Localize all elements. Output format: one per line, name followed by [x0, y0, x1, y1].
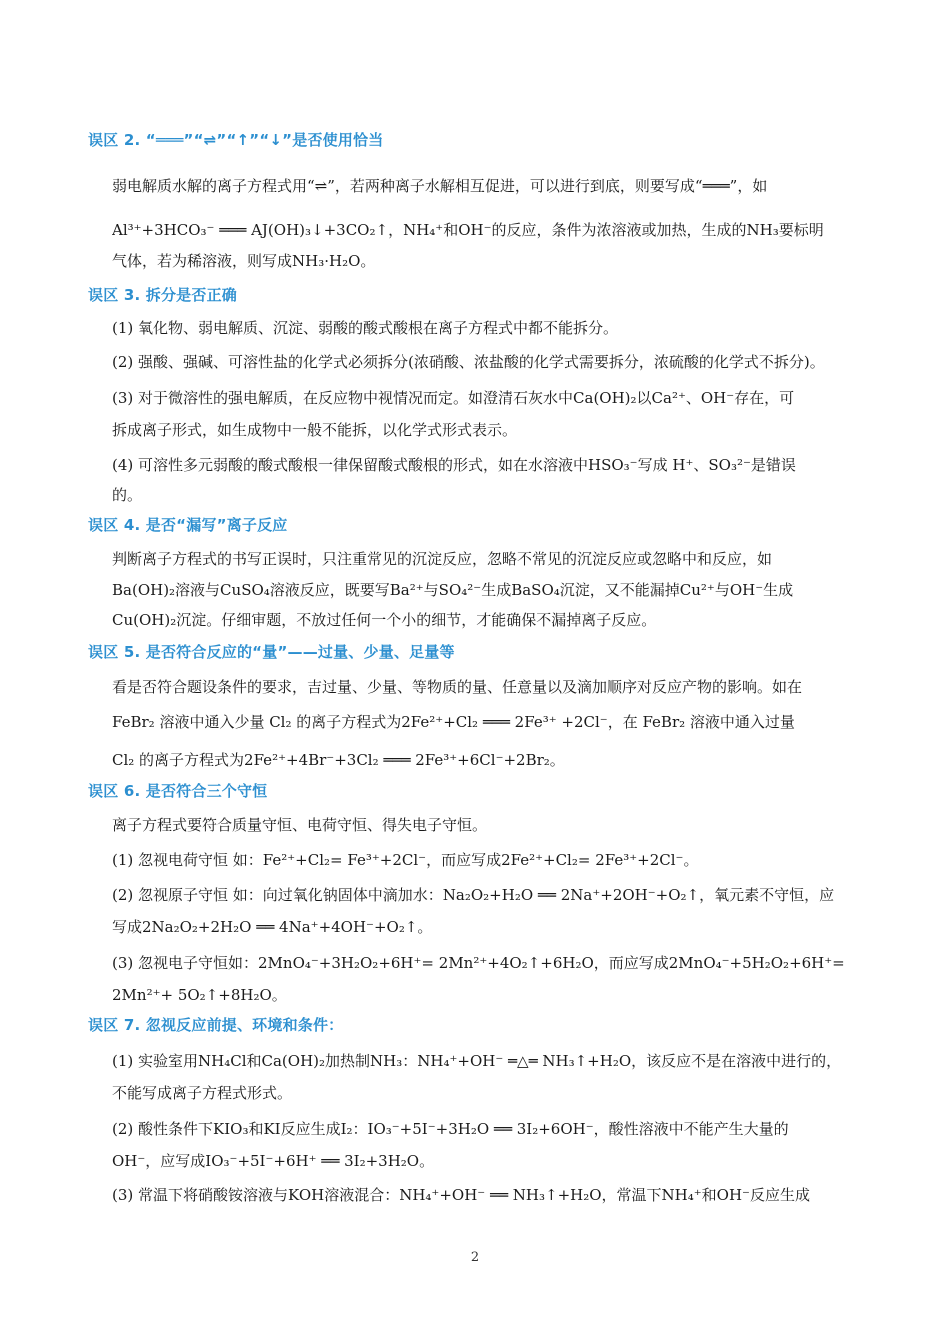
paragraph: (4) 可溶性多元弱酸的酸式酸根一律保留酸式酸根的形式，如在水溶液中HSO₃⁻写成 H⁺、SO₃²⁻是错误 — [112, 456, 796, 474]
paragraph: 不能写成离子方程式形式。 — [112, 1084, 293, 1102]
paragraph: Ba(OH)₂溶液与CuSO₄溶液反应，既要写Ba²⁺与SO₄²⁻生成BaSO₄沉淀，又不能漏掉Cu²⁺与OH⁻生成 — [112, 581, 794, 599]
paragraph: 弱电解质水解的离子方程式用“⇌”，若两种离子水解相互促进，可以进行到底，则要写成“═══”，如 — [112, 177, 768, 195]
section-heading-5: 误区 5. 是否符合反应的“量”——过量、少量、足量等 — [88, 643, 455, 661]
paragraph: (1) 忽视电荷守恒 如：Fe²⁺+Cl₂= Fe³⁺+2Cl⁻，而应写成2Fe²⁺+Cl₂= 2Fe³⁺+2Cl⁻。 — [112, 851, 699, 869]
paragraph: (3) 常温下将硝酸铵溶液与KOH溶液混合：NH₄⁺+OH⁻ ══ NH₃↑+H₂O，常温下NH₄⁺和OH⁻反应生成 — [112, 1186, 810, 1204]
paragraph: Al³⁺+3HCO₃⁻ ═══ AJ(OH)₃↓+3CO₂↑，NH₄⁺和OH⁻的反应，条件为浓溶液或加热，生成的NH₃要标明 — [112, 221, 824, 239]
paragraph: (2) 强酸、强碱、可溶性盐的化学式必须拆分(浓硝酸、浓盐酸的化学式需要拆分，浓硫酸的化学式不拆分)。 — [112, 353, 825, 371]
paragraph: 离子方程式要符合质量守恒、电荷守恒、得失电子守恒。 — [112, 816, 488, 834]
section-heading-6: 误区 6. 是否符合三个守恒 — [88, 782, 268, 800]
section-heading-4: 误区 4. 是否“漏写”离子反应 — [88, 516, 288, 534]
section-heading-7: 误区 7. 忽视反应前提、环境和条件： — [88, 1016, 344, 1034]
paragraph: 写成2Na₂O₂+2H₂O ══ 4Na⁺+4OH⁻+O₂↑。 — [112, 918, 433, 936]
paragraph: (2) 酸性条件下KIO₃和KI反应生成I₂：IO₃⁻+5I⁻+3H₂O ══ 3I₂+6OH⁻，酸性溶液中不能产生大量的 — [112, 1120, 789, 1138]
paragraph: Cu(OH)₂沉淀。仔细审题，不放过任何一个小的细节，才能确保不漏掉离子反应。 — [112, 611, 657, 629]
section-heading-3: 误区 3. 拆分是否正确 — [88, 286, 237, 304]
paragraph: FeBr₂ 溶液中通入少量 Cl₂ 的离子方程式为2Fe²⁺+Cl₂ ═══ 2Fe³⁺ +2Cl⁻，在 FeBr₂ 溶液中通入过量 — [112, 713, 795, 731]
paragraph: 的。 — [112, 486, 143, 504]
paragraph: (1) 氧化物、弱电解质、沉淀、弱酸的酸式酸根在离子方程式中都不能拆分。 — [112, 319, 619, 337]
paragraph: 气体，若为稀溶液，则写成NH₃·H₂O。 — [112, 252, 376, 270]
paragraph: 看是否符合题设条件的要求，吉过量、少量、等物质的量、任意量以及滴加顺序对反应产物的影响。如在 — [112, 678, 803, 696]
paragraph: (3) 对于微溶性的强电解质，在反应物中视情况而定。如澄清石灰水中Ca(OH)₂以Ca²⁺、OH⁻存在，可 — [112, 389, 795, 407]
paragraph: 2Mn²⁺+ 5O₂↑+8H₂O。 — [112, 986, 287, 1004]
paragraph: 拆成离子形式，如生成物中一般不能拆，以化学式形式表示。 — [112, 421, 518, 439]
paragraph: OH⁻，应写成IO₃⁻+5I⁻+6H⁺ ══ 3I₂+3H₂O。 — [112, 1152, 435, 1170]
paragraph: (1) 实验室用NH₄Cl和Ca(OH)₂加热制NH₃：NH₄⁺+OH⁻ ═△═ NH₃↑+H₂O，该反应不是在溶液中进行的， — [112, 1052, 842, 1070]
page-number: 2 — [470, 1250, 480, 1265]
paragraph: Cl₂ 的离子方程式为2Fe²⁺+4Br⁻+3Cl₂ ═══ 2Fe³⁺+6Cl⁻+2Br₂。 — [112, 751, 565, 769]
section-heading-2: 误区 2. “═══”“⇌”“↑”“↓”是否使用恰当 — [88, 131, 384, 149]
paragraph: (3) 忽视电子守恒如：2MnO₄⁻+3H₂O₂+6H⁺= 2Mn²⁺+4O₂↑+6H₂O，而应写成2MnO₄⁻+5H₂O₂+6H⁺= — [112, 954, 845, 972]
paragraph: 判断离子方程式的书写正误时，只注重常见的沉淀反应，忽略不常见的沉淀反应或忽略中和反应，如 — [112, 550, 773, 568]
paragraph: (2) 忽视原子守恒 如：向过氧化钠固体中滴加水：Na₂O₂+H₂O ══ 2Na⁺+2OH⁻+O₂↑，氧元素不守恒，应 — [112, 886, 835, 904]
